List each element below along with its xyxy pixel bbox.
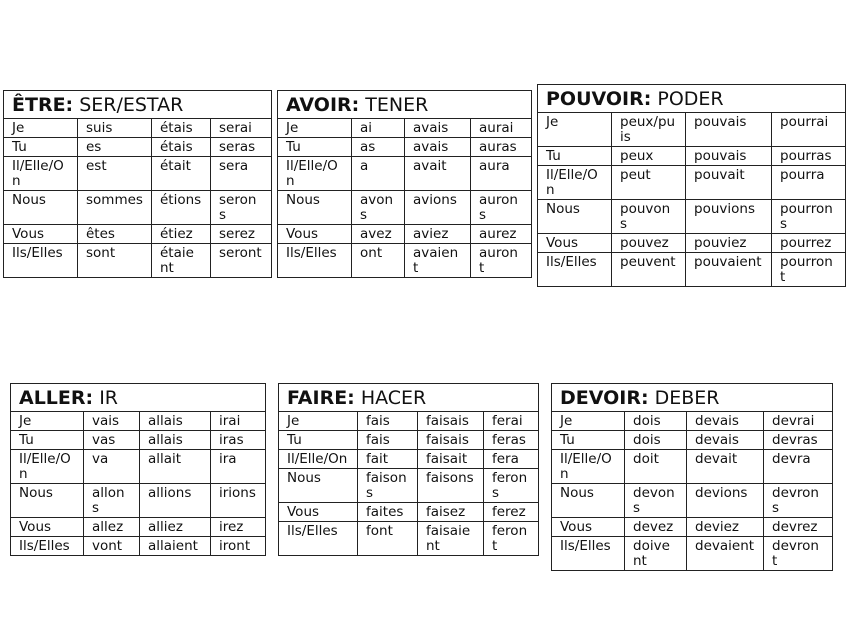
pronoun-cell: Ils/Elles: [538, 253, 612, 287]
future-cell: aura: [471, 157, 532, 191]
future-cell: iras: [211, 431, 266, 450]
imperfect-cell: étais: [152, 138, 211, 157]
present-cell: sont: [78, 244, 152, 278]
imperfect-cell: avais: [405, 138, 471, 157]
table-row: [538, 253, 846, 287]
imperfect-cell: étais: [152, 119, 211, 138]
future-cell: pourrai: [772, 113, 846, 147]
future-cell: seront: [211, 244, 272, 278]
imperfect-cell: pouvait: [686, 166, 772, 200]
imperfect-cell: allait: [140, 450, 211, 484]
present-cell: suis: [78, 119, 152, 138]
present-cell: es: [78, 138, 152, 157]
table-title: [552, 384, 833, 412]
pronoun-cell: Vous: [538, 234, 612, 253]
pronoun-cell: Nous: [279, 469, 358, 503]
verb-name: POUVOIR:: [546, 88, 652, 110]
present-cell: fais: [358, 412, 418, 431]
pronoun-cell: Ils/Elles: [4, 244, 78, 278]
future-cell: seras: [211, 138, 272, 157]
imperfect-cell: avais: [405, 119, 471, 138]
pronoun-cell: Ils/Elles: [552, 537, 625, 571]
table-row: [538, 113, 846, 147]
pronoun-cell: Tu: [278, 138, 352, 157]
present-cell: êtes: [78, 225, 152, 244]
pronoun-cell: Je: [279, 412, 358, 431]
table-row: [279, 412, 539, 431]
imperfect-cell: étions: [152, 191, 211, 225]
pronoun-cell: Il/Elle/On: [279, 450, 358, 469]
imperfect-cell: avaient: [405, 244, 471, 278]
pronoun-cell: Nous: [278, 191, 352, 225]
future-cell: devrez: [764, 518, 833, 537]
verb-translation: HACER: [360, 387, 427, 409]
table-row: [538, 147, 846, 166]
table-faire: [278, 383, 539, 556]
future-cell: irez: [211, 518, 266, 537]
table-row: [538, 200, 846, 234]
verb-translation: IR: [99, 387, 118, 409]
pronoun-cell: Vous: [11, 518, 84, 537]
table-row: [552, 518, 833, 537]
table-pouvoir: [537, 84, 846, 287]
pronoun-cell: Vous: [279, 503, 358, 522]
pronoun-cell: Tu: [552, 431, 625, 450]
future-cell: aurons: [471, 191, 532, 225]
future-cell: irai: [211, 412, 266, 431]
imperfect-cell: étaient: [152, 244, 211, 278]
imperfect-cell: faisait: [418, 450, 484, 469]
verb-name: ALLER:: [19, 387, 94, 409]
present-cell: allons: [84, 484, 140, 518]
table-title: [278, 91, 532, 119]
imperfect-cell: pouvaient: [686, 253, 772, 287]
imperfect-cell: allais: [140, 431, 211, 450]
imperfect-cell: étiez: [152, 225, 211, 244]
table-row: [279, 450, 539, 469]
future-cell: pourrez: [772, 234, 846, 253]
table-row: [4, 191, 272, 225]
present-cell: faisons: [358, 469, 418, 503]
future-cell: sera: [211, 157, 272, 191]
imperfect-cell: devais: [687, 431, 764, 450]
present-cell: avons: [352, 191, 405, 225]
imperfect-cell: devaient: [687, 537, 764, 571]
future-cell: aurez: [471, 225, 532, 244]
verb-name: FAIRE:: [287, 387, 355, 409]
future-cell: pourra: [772, 166, 846, 200]
verb-name: DEVOIR:: [560, 387, 649, 409]
present-cell: sommes: [78, 191, 152, 225]
imperfect-cell: pouvions: [686, 200, 772, 234]
table-row: [279, 503, 539, 522]
future-cell: ferons: [484, 469, 539, 503]
table-row: [279, 431, 539, 450]
pronoun-cell: Il/Elle/On: [11, 450, 84, 484]
imperfect-cell: faisez: [418, 503, 484, 522]
table-row: [11, 537, 266, 556]
pronoun-cell: Nous: [538, 200, 612, 234]
present-cell: as: [352, 138, 405, 157]
pronoun-cell: Nous: [4, 191, 78, 225]
table-row: [552, 412, 833, 431]
imperfect-cell: allions: [140, 484, 211, 518]
table-row: [11, 518, 266, 537]
pronoun-cell: Tu: [11, 431, 84, 450]
imperfect-cell: alliez: [140, 518, 211, 537]
table-row: [4, 138, 272, 157]
imperfect-cell: allaient: [140, 537, 211, 556]
table-row: [278, 244, 532, 278]
imperfect-cell: faisons: [418, 469, 484, 503]
present-cell: dois: [625, 412, 687, 431]
table-row: [538, 234, 846, 253]
future-cell: auront: [471, 244, 532, 278]
pronoun-cell: Vous: [552, 518, 625, 537]
future-cell: feras: [484, 431, 539, 450]
future-cell: devront: [764, 537, 833, 571]
pronoun-cell: Ils/Elles: [278, 244, 352, 278]
pronoun-cell: Tu: [538, 147, 612, 166]
imperfect-cell: allais: [140, 412, 211, 431]
future-cell: pourras: [772, 147, 846, 166]
imperfect-cell: devait: [687, 450, 764, 484]
present-cell: font: [358, 522, 418, 556]
present-cell: pouvons: [612, 200, 686, 234]
present-cell: peuvent: [612, 253, 686, 287]
present-cell: doit: [625, 450, 687, 484]
future-cell: ira: [211, 450, 266, 484]
pronoun-cell: Il/Elle/On: [278, 157, 352, 191]
table-title: [538, 85, 846, 113]
table-row: [278, 138, 532, 157]
present-cell: avez: [352, 225, 405, 244]
table-aller: [10, 383, 266, 556]
table-title: [279, 384, 539, 412]
present-cell: est: [78, 157, 152, 191]
table-row: [552, 431, 833, 450]
future-cell: fera: [484, 450, 539, 469]
present-cell: a: [352, 157, 405, 191]
future-cell: pourrons: [772, 200, 846, 234]
pronoun-cell: Ils/Elles: [11, 537, 84, 556]
verb-translation: TENER: [365, 94, 429, 116]
imperfect-cell: avait: [405, 157, 471, 191]
future-cell: iront: [211, 537, 266, 556]
present-cell: vais: [84, 412, 140, 431]
table-avoir: [277, 90, 532, 278]
table-row: [538, 166, 846, 200]
present-cell: doivent: [625, 537, 687, 571]
pronoun-cell: Je: [278, 119, 352, 138]
present-cell: vas: [84, 431, 140, 450]
table-row: [278, 225, 532, 244]
table-row: [4, 225, 272, 244]
table-row: [11, 412, 266, 431]
pronoun-cell: Tu: [4, 138, 78, 157]
table-row: [278, 119, 532, 138]
table-row: [552, 450, 833, 484]
present-cell: fait: [358, 450, 418, 469]
imperfect-cell: faisais: [418, 412, 484, 431]
future-cell: devra: [764, 450, 833, 484]
imperfect-cell: devions: [687, 484, 764, 518]
future-cell: serons: [211, 191, 272, 225]
verb-translation: PODER: [657, 88, 724, 110]
pronoun-cell: Je: [4, 119, 78, 138]
verb-name: AVOIR:: [286, 94, 360, 116]
present-cell: fais: [358, 431, 418, 450]
present-cell: faites: [358, 503, 418, 522]
table-row: [4, 119, 272, 138]
future-cell: ferai: [484, 412, 539, 431]
table-title: [4, 91, 272, 119]
pronoun-cell: Tu: [279, 431, 358, 450]
present-cell: allez: [84, 518, 140, 537]
table-row: [11, 484, 266, 518]
imperfect-cell: avions: [405, 191, 471, 225]
present-cell: devez: [625, 518, 687, 537]
present-cell: devons: [625, 484, 687, 518]
present-cell: ont: [352, 244, 405, 278]
pronoun-cell: Il/Elle/On: [538, 166, 612, 200]
pronoun-cell: Je: [552, 412, 625, 431]
imperfect-cell: pouviez: [686, 234, 772, 253]
future-cell: devras: [764, 431, 833, 450]
imperfect-cell: pouvais: [686, 113, 772, 147]
verb-translation: SER/ESTAR: [79, 94, 184, 116]
pronoun-cell: Vous: [4, 225, 78, 244]
table-etre: [3, 90, 272, 278]
future-cell: aurai: [471, 119, 532, 138]
future-cell: serai: [211, 119, 272, 138]
present-cell: peux: [612, 147, 686, 166]
future-cell: feront: [484, 522, 539, 556]
table-row: [4, 157, 272, 191]
pronoun-cell: Ils/Elles: [279, 522, 358, 556]
table-row: [279, 469, 539, 503]
future-cell: serez: [211, 225, 272, 244]
pronoun-cell: Nous: [552, 484, 625, 518]
imperfect-cell: pouvais: [686, 147, 772, 166]
imperfect-cell: faisaient: [418, 522, 484, 556]
imperfect-cell: faisais: [418, 431, 484, 450]
present-cell: peut: [612, 166, 686, 200]
present-cell: vont: [84, 537, 140, 556]
present-cell: ai: [352, 119, 405, 138]
pronoun-cell: Il/Elle/On: [552, 450, 625, 484]
imperfect-cell: était: [152, 157, 211, 191]
verb-translation: DEBER: [654, 387, 720, 409]
imperfect-cell: devais: [687, 412, 764, 431]
table-row: [278, 157, 532, 191]
table-row: [11, 450, 266, 484]
pronoun-cell: Je: [11, 412, 84, 431]
future-cell: ferez: [484, 503, 539, 522]
present-cell: dois: [625, 431, 687, 450]
table-row: [278, 191, 532, 225]
imperfect-cell: deviez: [687, 518, 764, 537]
present-cell: peux/puis: [612, 113, 686, 147]
pronoun-cell: Je: [538, 113, 612, 147]
pronoun-cell: Nous: [11, 484, 84, 518]
future-cell: auras: [471, 138, 532, 157]
future-cell: irions: [211, 484, 266, 518]
table-row: [279, 522, 539, 556]
table-row: [552, 484, 833, 518]
future-cell: devrai: [764, 412, 833, 431]
pronoun-cell: Il/Elle/On: [4, 157, 78, 191]
table-title: [11, 384, 266, 412]
table-devoir: [551, 383, 833, 571]
present-cell: pouvez: [612, 234, 686, 253]
pronoun-cell: Vous: [278, 225, 352, 244]
table-row: [552, 537, 833, 571]
table-row: [4, 244, 272, 278]
imperfect-cell: aviez: [405, 225, 471, 244]
future-cell: devrons: [764, 484, 833, 518]
future-cell: pourront: [772, 253, 846, 287]
verb-name: ÊTRE:: [12, 94, 74, 116]
table-row: [11, 431, 266, 450]
present-cell: va: [84, 450, 140, 484]
